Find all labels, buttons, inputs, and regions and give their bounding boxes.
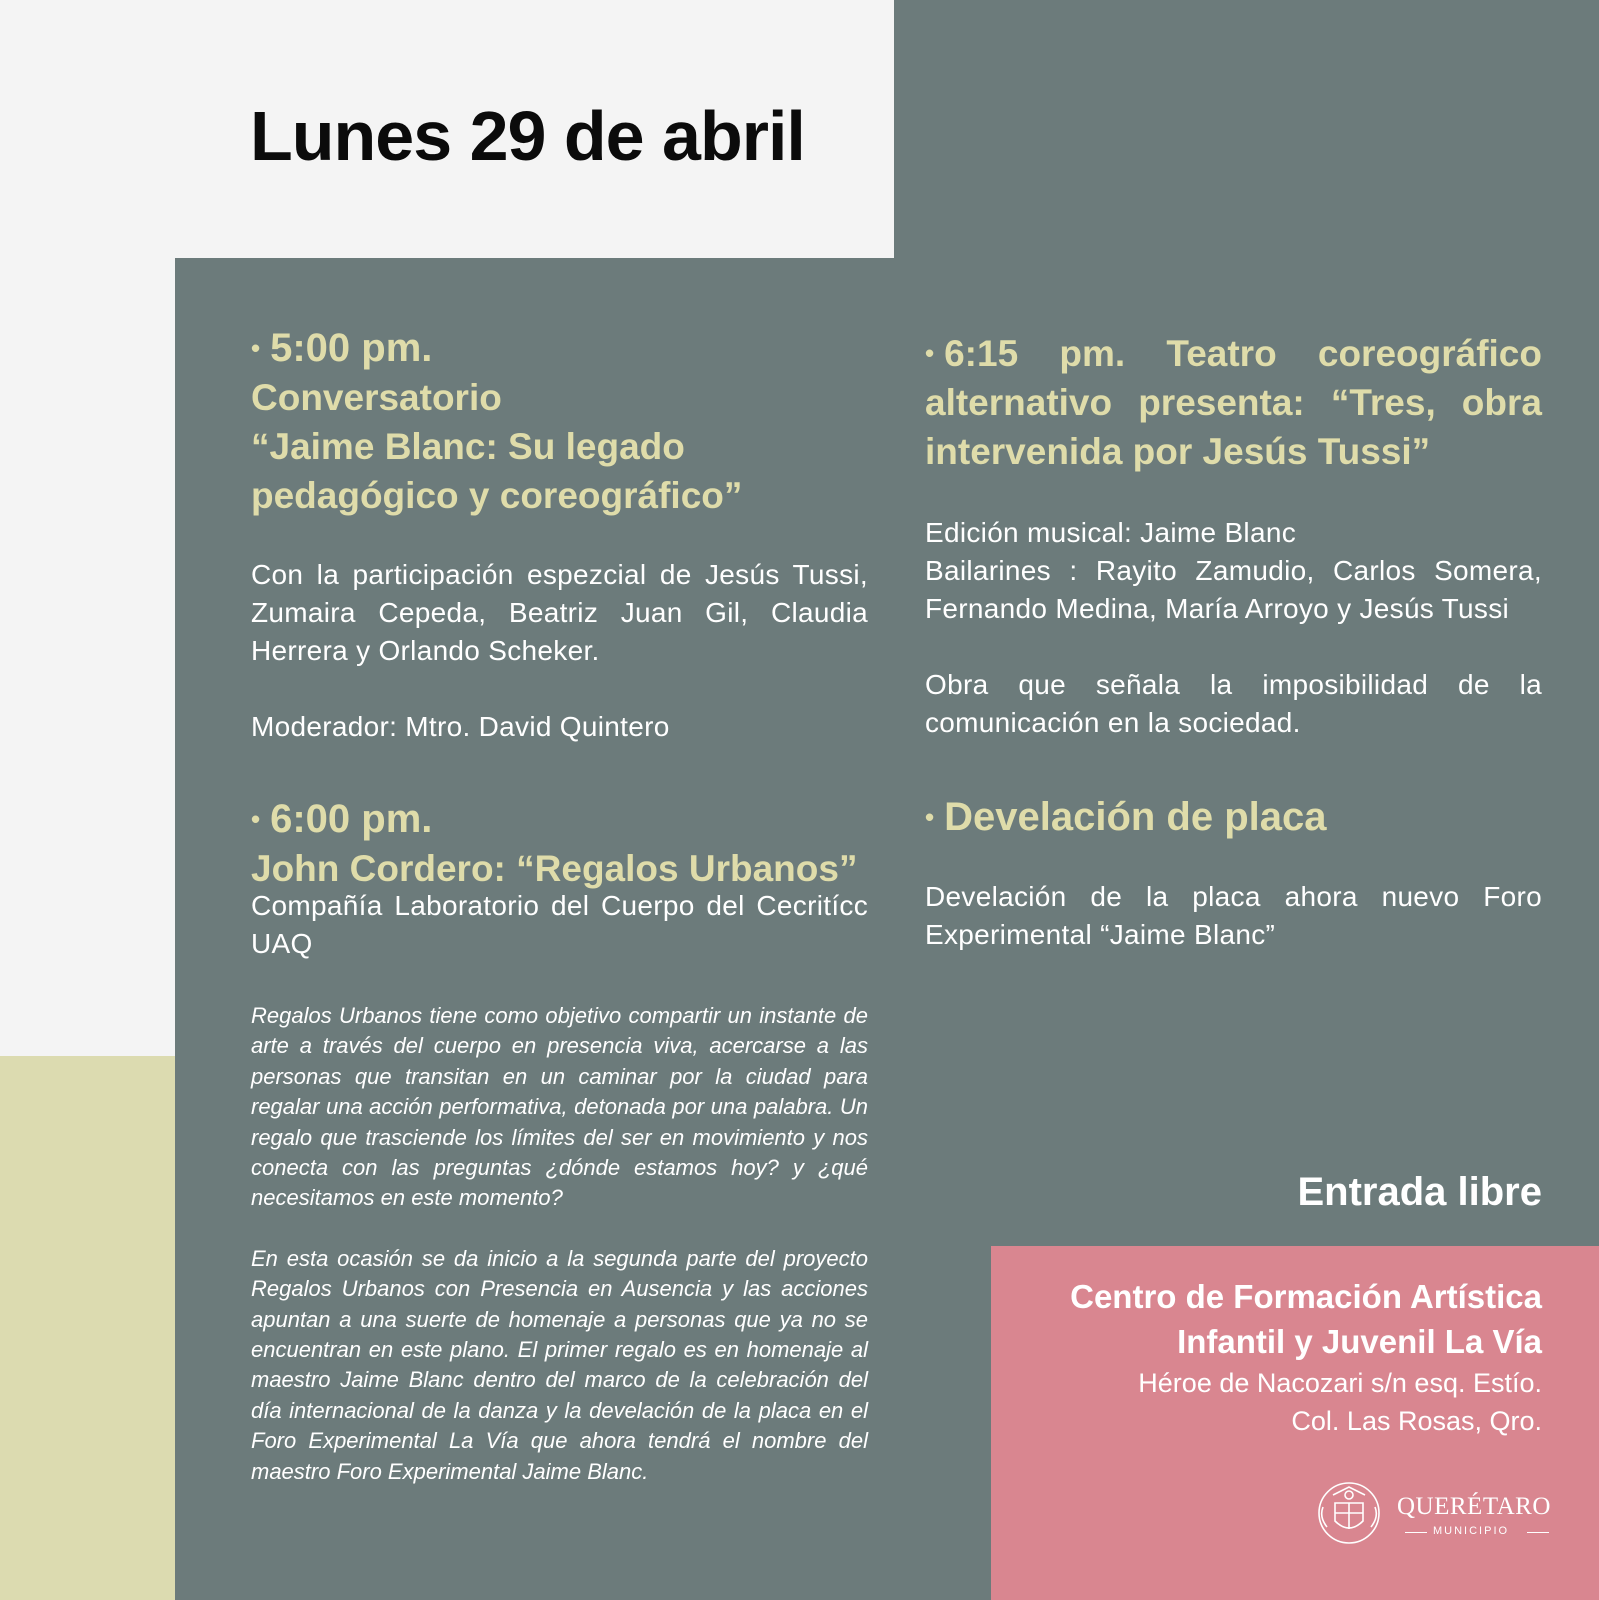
bullet-icon: • — [251, 804, 261, 834]
event-dancers: Bailarines : Rayito Zamudio, Carlos Somera, Fernando Medina, María Arroyo y Jesús Tussi — [925, 555, 1542, 624]
event-title-line: Conversatorio — [251, 377, 502, 418]
event-description: Regalos Urbanos tiene como objetivo compartir un instante de arte a través del cuerpo en presencia viva, acercarse a las personas que transitan en un caminar por la ciudad para regalar una acción performativa, detonada por una palabra. Un regalo que trasciende los límites del ser en movimiento y nos conecta con las preguntas ¿dónde estamos hoy? y ¿qué necesitamos en este momento? — [251, 1003, 868, 1211]
event-title-line: pedagógico y coreográfico” — [251, 475, 743, 516]
event-participants: Con la participación espezcial de Jesús Tussi, Zumaira Cepeda, Beatriz Juan Gil, Claudia Herrera y Orlando Scheker. — [251, 559, 868, 666]
coat-of-arms-icon — [1313, 1477, 1385, 1547]
event-teatro — [925, 329, 1542, 742]
event-regalos-urbanos — [251, 795, 868, 1487]
top-right-panel — [894, 0, 1599, 258]
event-heading — [251, 795, 868, 844]
logo-subtitle: MUNICIPIO — [1433, 1525, 1510, 1537]
bullet-icon: • — [251, 333, 261, 363]
event-time: 5:00 pm. — [270, 326, 433, 370]
event-time: 6:15 pm. — [944, 333, 1126, 374]
event-title: Teatro coreográfico alternativo presenta: “Tres, obra intervenida por Jesús Tussi” — [925, 333, 1542, 472]
bullet-icon: • — [925, 802, 935, 832]
event-heading — [251, 324, 868, 373]
venue-name-line: Centro de Formación Artística — [1070, 1278, 1542, 1315]
event-description: Develación de la placa ahora nuevo Foro Experimental “Jaime Blanc” — [925, 881, 1542, 950]
event-description: Obra que señala la imposibilidad de la comunicación en la sociedad. — [925, 669, 1542, 738]
event-develacion — [925, 793, 1542, 954]
event-conversatorio — [251, 324, 868, 746]
bullet-icon: • — [925, 338, 935, 368]
venue-info — [1070, 1274, 1542, 1440]
side-accent-block — [0, 1056, 175, 1600]
event-music: Edición musical: Jaime Blanc — [925, 517, 1296, 548]
logo-divider — [1405, 1532, 1427, 1533]
event-heading — [925, 793, 1542, 842]
event-heading — [925, 329, 1542, 476]
event-title: John Cordero: “Regalos Urbanos” — [251, 848, 858, 889]
event-moderator: Moderador: Mtro. David Quintero — [251, 711, 670, 742]
event-time: 6:00 pm. — [270, 797, 433, 841]
venue-address-line: Héroe de Nacozari s/n esq. Estío. — [1138, 1368, 1542, 1398]
logo-divider — [1527, 1532, 1549, 1533]
free-entry-label: Entrada libre — [1297, 1170, 1542, 1214]
event-title-line: “Jaime Blanc: Su legado — [251, 426, 685, 467]
venue-name-line: Infantil y Juvenil La Vía — [1177, 1323, 1542, 1360]
venue-address-line: Col. Las Rosas, Qro. — [1291, 1406, 1542, 1436]
event-description: En esta ocasión se da inicio a la segunda parte del proyecto Regalos Urbanos con Presencia en Ausencia y las acciones apuntan a una suerte de homenaje a personas que ya no se encuentran en este plano. El primer regalo es en homenaje al maestro Jaime Blanc dentro del marco de la celebración del día internacional de la danza y la develación de la placa en el Foro Experimental La Vía que ahora tendrá el nombre del maestro Foro Experimental Jaime Blanc. — [251, 1245, 868, 1484]
page-title: Lunes 29 de abril — [250, 97, 805, 175]
event-title: Develación de placa — [944, 795, 1327, 839]
logo-name: QUERÉTARO — [1397, 1493, 1551, 1520]
event-company: Compañía Laboratorio del Cuerpo del Cecritícc UAQ — [251, 890, 868, 959]
queretaro-logo — [1313, 1477, 1557, 1547]
